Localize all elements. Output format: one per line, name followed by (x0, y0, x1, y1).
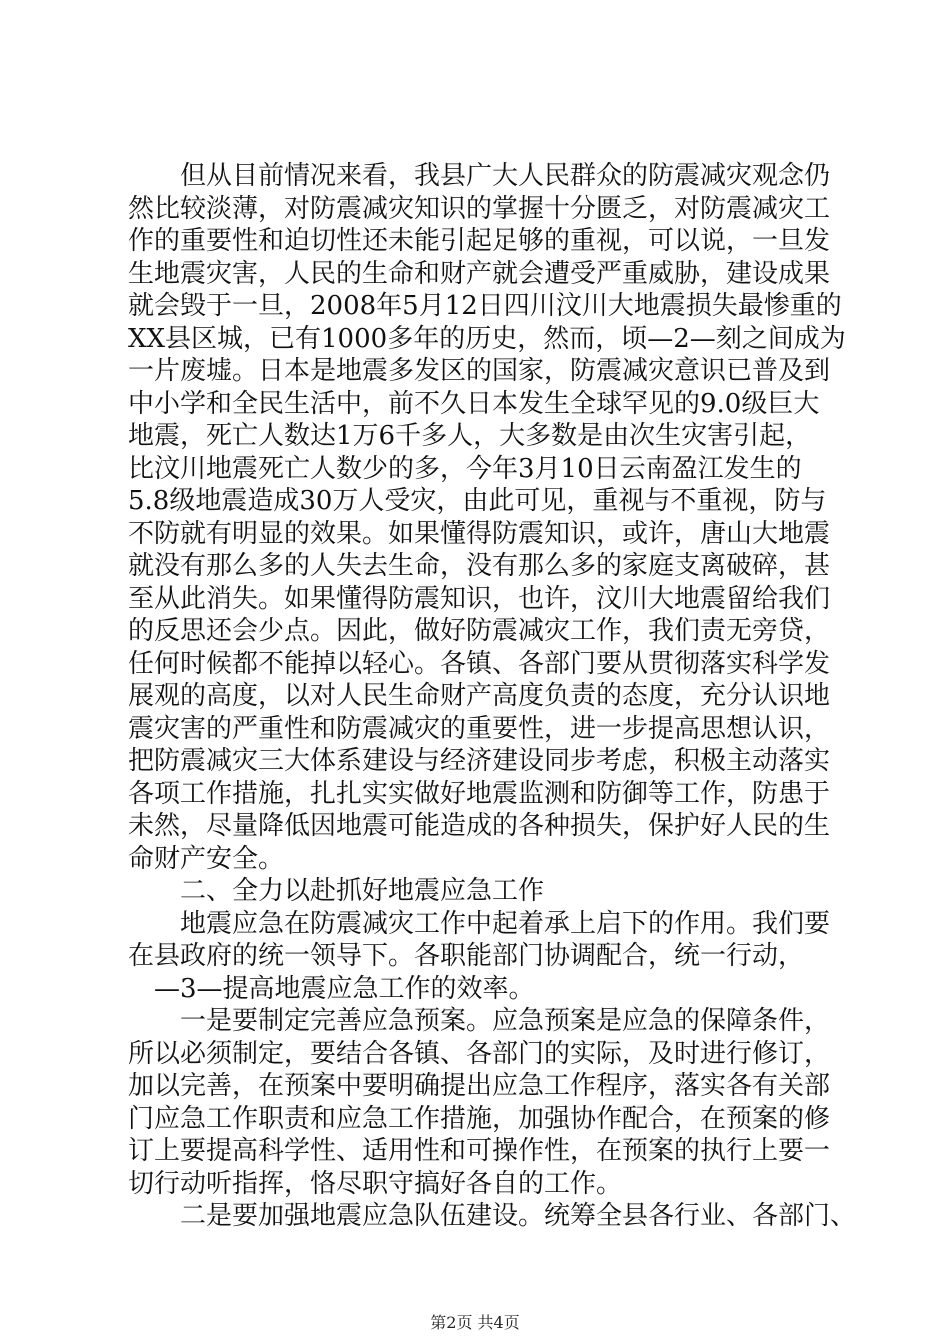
text-line: 震灾害的严重性和防震减灾的重要性，进一步提高思想认识， (128, 713, 831, 744)
text-line: 地震应急在防震减灾工作中起着承上启下的作用。我们要 (180, 908, 831, 939)
text-line: 一片废墟。日本是地震多发区的国家，防震减灾意识已普及到 (128, 356, 831, 386)
page-footer: 第2页 共4页 (430, 1313, 520, 1332)
text-line: 未然，尽量降低因地震可能造成的各种损失，保护好人民的生 (128, 811, 831, 841)
text-line: 二是要加强地震应急队伍建设。统筹全县各行业、各部门、 (180, 1201, 857, 1231)
text-line: 加以完善，在预案中要明确提出应急工作程序，落实各有关部 (128, 1071, 831, 1101)
text-line: 至从此消失。如果懂得防震知识，也许，汶川大地震留给我们 (128, 583, 831, 614)
text-line: 任何时候都不能掉以轻心。各镇、各部门要从贯彻落实科学发 (128, 648, 831, 679)
body-text (128, 160, 857, 1233)
text-line: XX县区城，已有1000多年的历史，然而，顷—2—刻之间成为 (128, 323, 846, 354)
text-line: 地震，死亡人数达1万6千多人，大多数是由次生灾害引起， (128, 421, 812, 451)
text-line: 订上要提高科学性、适用性和可操作性，在预案的执行上要一 (128, 1136, 831, 1166)
text-line: 不防就有明显的效果。如果懂得防震知识，或许，唐山大地震 (128, 518, 831, 549)
text-line: 命财产安全。 (128, 843, 285, 874)
text-line: 比汶川地震死亡人数少的多，今年3月10日云南盈江发生的 (128, 453, 802, 484)
text-line: 中小学和全民生活中，前不久日本发生全球罕见的9.0级巨大 (128, 388, 820, 419)
text-line: 各项工作措施，扎扎实实做好地震监测和防御等工作，防患于 (128, 778, 831, 809)
text-line: 所以必须制定，要结合各镇、各部门的实际，及时进行修订， (128, 1038, 831, 1069)
text-line: 在县政府的统一领导下。各职能部门协调配合，统一行动， (128, 941, 805, 971)
text-line: 切行动听指挥，恪尽职守搞好各自的工作。 (128, 1168, 623, 1199)
text-line: 作的重要性和迫切性还未能引起足够的重视，可以说，一旦发 (128, 226, 831, 256)
text-line: 就没有那么多的人失去生命，没有那么多的家庭支离破碎，甚 (128, 551, 831, 581)
text-line: 的反思还会少点。因此，做好防震减灾工作，我们责无旁贷， (128, 616, 831, 646)
text-line: 5.8级地震造成30万人受灾，由此可见，重视与不重视，防与 (128, 486, 827, 516)
text-line: 但从目前情况来看，我县广大人民群众的防震减灾观念仍 (180, 161, 831, 191)
text-line: 然比较淡薄，对防震减灾知识的掌握十分匮乏，对防震减灾工 (128, 193, 831, 224)
text-line: 就会毁于一旦，2008年5月12日四川汶川大地震损失最惨重的 (128, 291, 842, 321)
text-line: 一是要制定完善应急预案。应急预案是应急的保障条件， (180, 1006, 831, 1036)
text-line: —3—提高地震应急工作的效率。 (154, 973, 535, 1004)
section-heading: 二、全力以赴抓好地震应急工作 (180, 876, 545, 906)
text-line: 门应急工作职责和应急工作措施，加强协作配合，在预案的修 (128, 1103, 831, 1134)
text-line: 生地震灾害，人民的生命和财产就会遭受严重威胁，建设成果 (128, 258, 831, 289)
text-line: 把防震减灾三大体系建设与经济建设同步考虑，积极主动落实 (128, 746, 831, 776)
text-line: 展观的高度，以对人民生命财产高度负责的态度，充分认识地 (128, 681, 831, 711)
